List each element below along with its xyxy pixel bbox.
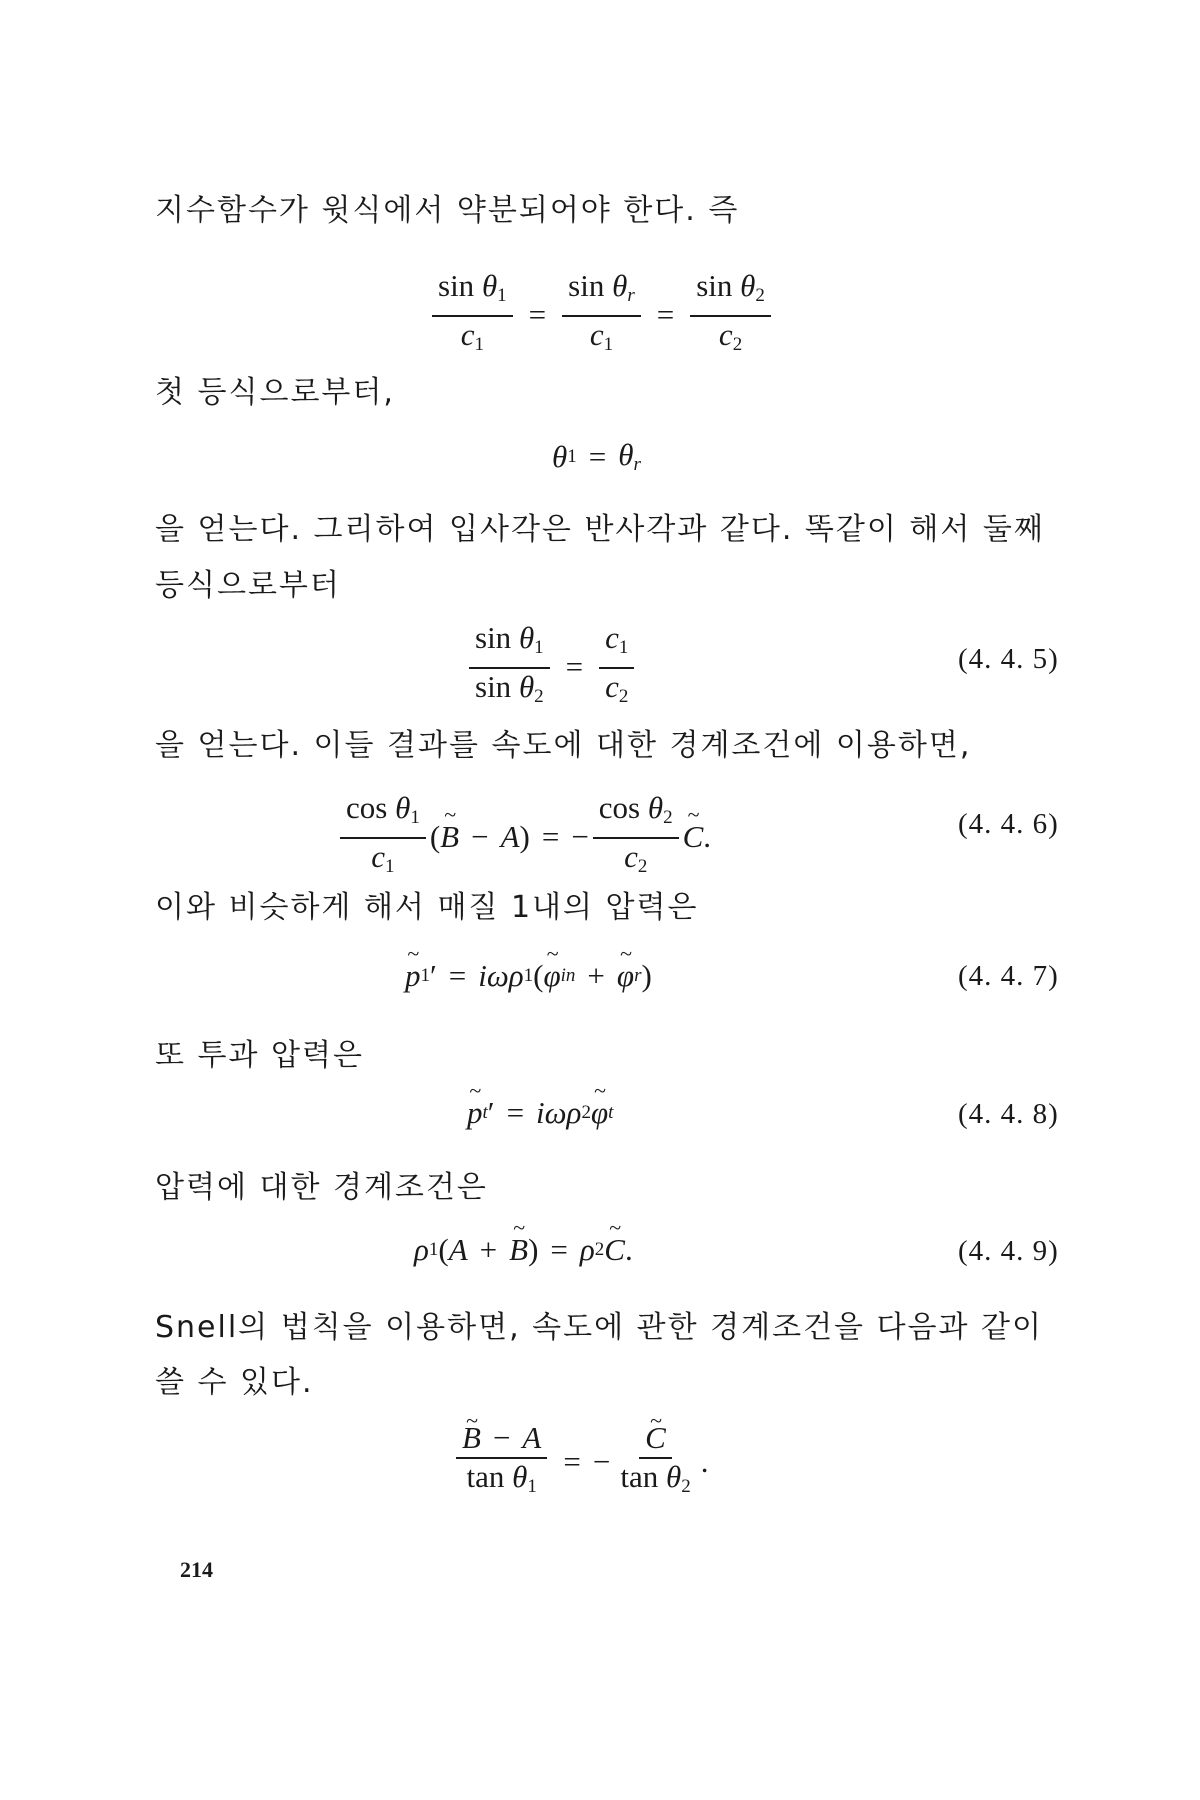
- paragraph-exponential-cancel: 지수함수가 윗식에서 약분되어야 한다. 즉: [155, 193, 740, 228]
- paragraph-medium1-pressure: 이와 비슷하게 해서 매질 1내의 압력은: [155, 890, 699, 925]
- equation-4-4-5: $\frac{\sin \theta_1}{\sin \theta_2}$ = $\frac{c_1}{c_2}$: [465, 620, 638, 714]
- equation-angle-equality: θ 1 = $\theta_r$: [552, 437, 641, 475]
- equation-number-4-4-5: (4. 4. 5): [958, 643, 1059, 675]
- equation-4-4-7: ~ p 1 ′ = iωρ 1 ( ~ φ in + ~ φ r ): [405, 958, 652, 994]
- equation-number-4-4-9: (4. 4. 9): [958, 1235, 1059, 1267]
- paragraph-reflection-line2: 등식으로부터: [155, 568, 341, 603]
- equation-4-4-9: ρ 1 ( A + ~ B ) = ρ 2 ~ C .: [414, 1232, 633, 1268]
- paragraph-snell-line2: 쓸 수 있다.: [155, 1365, 314, 1400]
- paragraph-first-equality: 첫 등식으로부터,: [155, 375, 395, 410]
- equation-4-4-8: ~ p t ′ = iωρ 2 ~ φ t: [467, 1095, 613, 1131]
- paragraph-pressure-boundary: 압력에 대한 경계조건은: [155, 1170, 488, 1205]
- page-number: 214: [180, 1557, 213, 1582]
- equation-4-4-6: $\frac{\cos \theta_1}{c_1}$ (~ B − A) = − $\frac{\cos \theta_2}{c_2}$ ~ C.: [336, 790, 711, 884]
- paragraph-reflection-line1: 을 얻는다. 그리하여 입사각은 반사각과 같다. 똑같이 해서 둘째: [155, 512, 1045, 547]
- equation-tangent-form: ~ $\frac{B - A}{\tan \theta_1}$ = − ~ $\frac{C}{\tan \theta_2}$ .: [452, 1420, 708, 1504]
- equation-number-4-4-6: (4. 4. 6): [958, 808, 1059, 840]
- paragraph-transmitted-pressure: 또 투과 압력은: [155, 1038, 364, 1073]
- equation-number-4-4-8: (4. 4. 8): [958, 1098, 1059, 1130]
- equation-snell-ratios: $\frac{\sin \theta_1}{c_1}$ = $\frac{\sin \theta_r}{c_1}$ = $\frac{\sin \theta_2}{c_2}$: [428, 268, 775, 362]
- paragraph-velocity-boundary: 을 얻는다. 이들 결과를 속도에 대한 경계조건에 이용하면,: [155, 728, 972, 763]
- paragraph-snell-line1: Snell의 법칙을 이용하면, 속도에 관한 경계조건을 다음과 같이: [155, 1310, 1044, 1345]
- equation-number-4-4-7: (4. 4. 7): [958, 960, 1059, 992]
